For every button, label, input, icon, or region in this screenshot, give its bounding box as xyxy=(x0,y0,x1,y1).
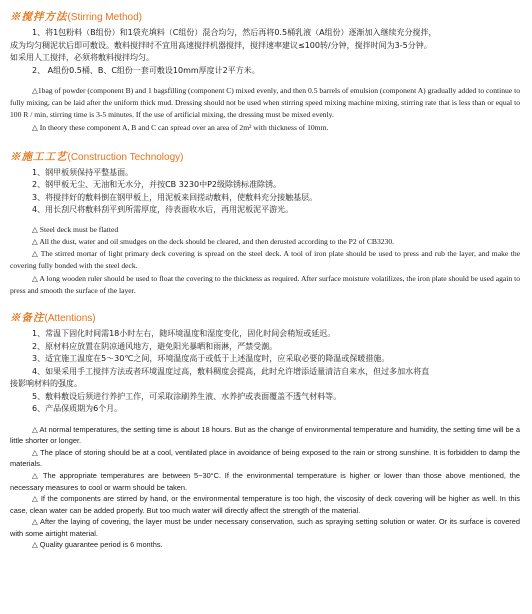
construction-heading-en: (Construction Technology) xyxy=(67,151,184,163)
attentions-en-paragraph: △ After the laying of covering, the layer must be under necessary conservation, such as spraying setting solution or water. Or its surface is covered with some airtight material. xyxy=(10,517,520,538)
construction-cn-line: 3、将搅拌好的敷料倒在钢甲板上，用泥板来回搓动敷料，使敷料充分接触基层。 xyxy=(32,192,318,202)
attentions-cn-line: 1、常温下固化时间需18小时左右，随环境温度和湿度变化，固化时间会稍短或延迟。 xyxy=(32,329,336,339)
attentions-en-paragraph: △ The appropriate temperatures are between 5~30°C. If the environmental temperature is higher or lower than those above mentioned, the necessary measures to cool or warm should be taken. xyxy=(10,470,520,492)
construction-heading xyxy=(10,150,520,164)
construction-en-paragraph: △ All the dust, water and oil smudges on the deck should be cleared, and then derusted according to the P2 of CB3230. xyxy=(32,237,395,247)
attentions-heading xyxy=(10,311,520,325)
stirring-en-paragraph: △1bag of powder (component B) and 1 bagsfilling (component C) mixed evenly, and then 0.5 barrels of emulsion (component A) gradually added to continue to fully mixing, can be laid after the uniform thick mud. Dressing should not be used when stirring speed mixing machine mixing, stirring rate that is less than or equal to 100 R / min, stirring time is 3-5 minutes. If the use of artificial mixing, the dressing must be mixed evenly. xyxy=(10,86,520,120)
attentions-heading-en: (Attentions) xyxy=(44,313,96,325)
stirring-en-paragraph: △ In theory these component A, B and C can spread over an area of 2m² with thickness of 10mm. xyxy=(32,122,329,132)
stirring-section xyxy=(10,10,520,134)
attentions-en-paragraph: △ If the components are stirred by hand, or the environmental temperature is too high, the viscosity of deck covering will be higher as well. In this case, clean water can be added properly. But too much water will directly affect the strength of the material. xyxy=(10,494,520,515)
stirring-cn-line: 如采用人工搅拌，必须将敷料搅拌均匀。 xyxy=(10,53,154,62)
construction-heading-cn: ※施工工艺 xyxy=(10,150,68,163)
construction-en-paragraph: △ A long wooden ruler should be used to float the covering to the thickness as required. After surface moisture volatilizes, the iron plate should be used again to press and smooth the surface of the layer. xyxy=(10,273,520,295)
stirring-cn-line: 1、将1包粉料（B组份）和1袋充填料（C组份）混合均匀，然后再将0.5桶乳液（A组份）逐渐加入继续充分搅拌， xyxy=(32,28,437,37)
stirring-cn-line: 2、 A组份0.5桶、B、C组份一套可敷设10mm厚度计2平方米。 xyxy=(32,65,260,75)
stirring-heading xyxy=(10,10,520,24)
attentions-cn-line: 6、产品保质期为6个月。 xyxy=(32,404,123,414)
attentions-en-paragraph: △ Quality guarantee period is 6 months. xyxy=(32,540,163,550)
attentions-cn-line: 接影响材料的强度。 xyxy=(10,379,82,389)
attentions-heading-cn: ※备注 xyxy=(10,312,45,325)
construction-cn-line: 2、钢甲板无尘、无油和无水分，并按CB 3230中P2级除锈标准除锈。 xyxy=(32,180,281,190)
attentions-cn-line: 4、如果采用手工搅拌方法或者环境温度过高，敷料稠度会提高，此时允许增添适量清洁自来水，但过多加水将直 xyxy=(32,366,430,376)
stirring-heading-cn: ※搅拌方法 xyxy=(10,11,68,23)
attentions-cn-line: 5、敷料敷设后须进行养护工作，可采取涂刷养生液、水养护或表面覆盖不透气材料等。 xyxy=(32,391,342,401)
attentions-cn-line: 2、原材料应放置在阴凉通风地方，避免阳光暴晒和雨淋，严禁受潮。 xyxy=(32,341,278,351)
construction-cn-line: 1、钢甲板须保持平整基面。 xyxy=(32,167,134,177)
attentions-en-paragraph: △ The place of storing should be at a cool, ventilated place in avoidance of being exposed to the rain or strong sunshine. It is forbidden to damp the materials. xyxy=(10,447,520,469)
construction-cn-line: 4、用长刮尺将敷料刮平到所需厚度，待表面收水后，再用泥板泥平游光。 xyxy=(32,205,294,215)
attentions-en-paragraph: △ At normal temperatures, the setting time is about 18 hours. But as the change of environmental temperature and humidity, the setting time will be a little shorter or longer. xyxy=(10,424,520,446)
attentions-section xyxy=(10,311,520,551)
construction-section xyxy=(10,150,520,297)
stirring-cn-line: 成为均匀稠泥状后即可敷设。敷料搅拌时不宜用高速搅拌机器搅拌，搅拌速率建议≤100转/分钟，搅拌时间为3-5分钟。 xyxy=(10,40,432,50)
construction-en-paragraph: △ The stirred mortar of light primary deck covering is spread on the steel deck. A tool of iron plate should be used to press and rub the layer, and make the covering fully bonded with the steel deck. xyxy=(10,249,520,271)
construction-en-paragraph: △ Steel deck must be flatted xyxy=(32,224,119,234)
stirring-heading-en: (Stirring Method) xyxy=(67,12,142,23)
attentions-cn-line: 3、适宜施工温度在5～30℃之间，环境温度高于或低于上述温度时，应采取必要的降温或保暖措施。 xyxy=(32,354,390,364)
